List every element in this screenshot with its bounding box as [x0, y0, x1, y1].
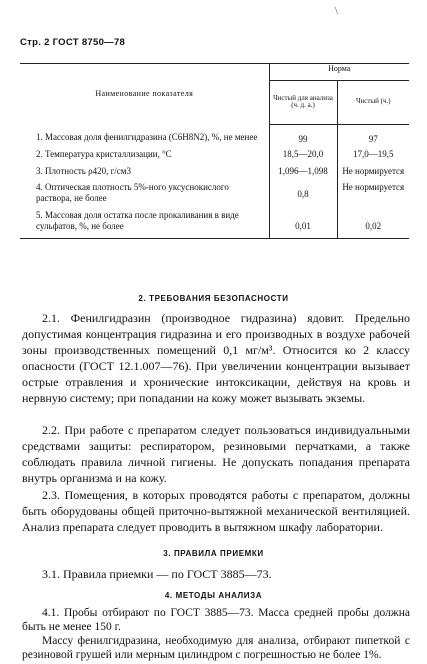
paragraph-text: 2.1. Фенилгидразин (производное гидразина) ядовит. Предельно допустимая концентрация гидразина и его производных в воздухе рабочей зоны производственных помещений 0,1 мг/м³. Относится ко 2 классу опасности (ГОСТ 12.1.007—76). При увеличении концентрации вызывает острые отравления и хронические интоксикации, действуя на кровь и нервную систему; при попадании на кожу может вызывать экземы.: [22, 311, 410, 405]
row-value-pure-analysis: 0,01: [269, 206, 337, 238]
row-value-pure-analysis: 18,5—20,0: [269, 145, 337, 162]
row-value-pure-analysis: 0,8: [269, 178, 337, 206]
table-row: [20, 162, 409, 179]
paragraph-text: Массу фенилгидразина, необходимую для анализа, отбирают пипеткой с резиновой грушей или мерным цилиндром с погрешностью не более 1%.: [22, 635, 410, 661]
table-row: [20, 145, 409, 162]
column-header-pure: Чистый (ч.): [337, 80, 409, 124]
column-header-pure-analysis: Чистый для анализа (ч. д. а.): [269, 80, 337, 124]
paragraph-3-1: [22, 566, 272, 582]
section-title-acceptance: 3. ПРАВИЛА ПРИЕМКИ: [163, 549, 264, 558]
section-title-safety: 2. ТРЕБОВАНИЯ БЕЗОПАСНОСТИ: [138, 294, 289, 303]
table-row: [20, 124, 409, 145]
column-header-norm: Норма: [269, 64, 409, 81]
parameters-table: [20, 63, 409, 239]
row-value-pure: 97: [368, 134, 378, 144]
paragraph-2-2: [22, 422, 410, 486]
paragraph-text: 3.1. Правила приемки — по ГОСТ 3885—73.: [42, 567, 272, 581]
paragraph-2-1: [22, 310, 410, 406]
page-header: Стр. 2 ГОСТ 8750—78: [20, 37, 126, 48]
paragraph-2-3: [22, 487, 410, 535]
row-value-pure-analysis: 1,096—1,098: [269, 162, 337, 179]
row-value-pure: Не нормируется: [342, 165, 405, 176]
table-row: [20, 206, 409, 238]
paragraph-4-1: [22, 606, 410, 634]
paragraph-4-1-continued: [22, 634, 410, 662]
paragraph-text: 2.2. При работе с препаратом следует пользоваться индивидуальными средствами защиты: респиратором, резиновыми перчатками, а также соблюдать правила личной гигиены. Не допускать попадания препарата внутрь организма и на кожу.: [22, 423, 410, 485]
row-value-pure-analysis: 99: [269, 124, 337, 145]
row-value-pure: Не нормируется: [342, 182, 405, 193]
row-name: 2. Температура кристаллизации, °С: [20, 145, 269, 162]
corner-mark: \: [335, 6, 338, 17]
table-row: [20, 178, 409, 206]
paragraph-text: 2.3. Помещения, в которых проводятся работы с препаратом, должны быть оборудованы общей приточно-вытяжной механической вентиляцией. Анализ препарата следует проводить в вытяжном шкафу лаборатории.: [22, 488, 410, 534]
row-name: 3. Плотность ρ420, г/см3: [20, 162, 269, 179]
section-title-analysis-methods: 4. МЕТОДЫ АНАЛИЗА: [164, 591, 263, 600]
row-name: 1. Массовая доля фенилгидразина (C6H8N2), %, не менее: [20, 124, 269, 145]
row-name: 4. Оптическая плотность 5%-ного уксуснокислого раствора, не более: [20, 178, 269, 206]
row-value-pure: 17,0—19,5: [353, 148, 394, 159]
row-value-pure: 0,02: [337, 206, 409, 238]
row-name: 5. Массовая доля остатка после прокаливания в виде сульфатов, %, не более: [20, 206, 269, 238]
column-header-name: Наименование показателя: [20, 64, 269, 125]
paragraph-text: 4.1. Пробы отбирают по ГОСТ 3885—73. Масса средней пробы должна быть не менее 150 г.: [22, 607, 410, 633]
